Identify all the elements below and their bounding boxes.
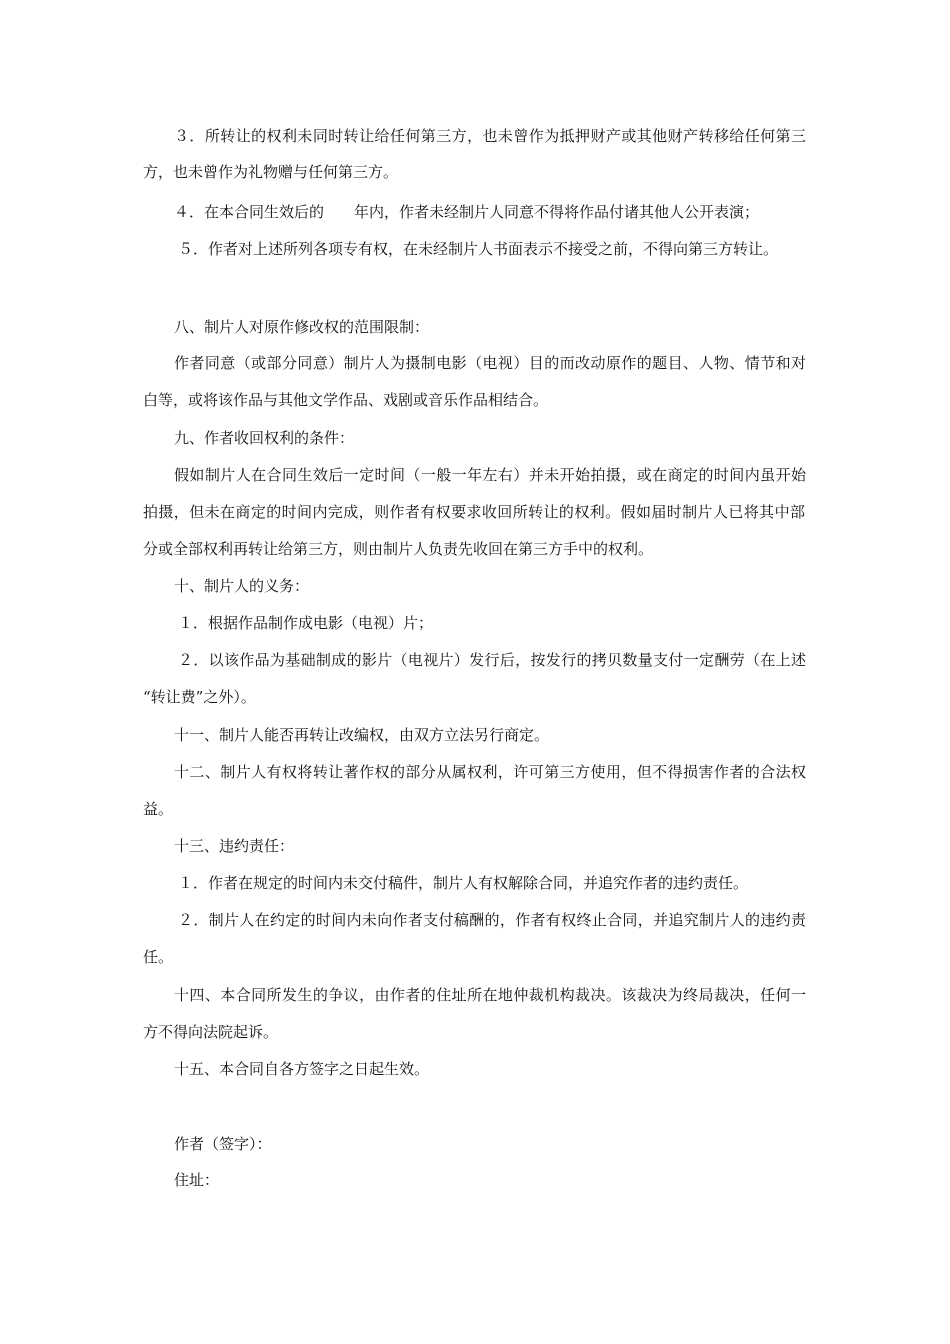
section-14-line-2: 方不得向法院起诉。	[143, 1023, 279, 1041]
section-11: 十一、制片人能否再转让改编权，由双方立法另行商定。	[174, 726, 550, 744]
section-8-line-1: 作者同意（或部分同意）制片人为摄制电影（电视）目的而改动原作的题目、人物、情节和对	[174, 354, 806, 372]
section-12-line-1: 十二、制片人有权将转让著作权的部分从属权利，许可第三方使用，但不得损害作者的合法权	[174, 763, 806, 781]
author-address-label: 住址：	[174, 1171, 220, 1189]
clause-7-5: ５．作者对上述所列各项专有权，在未经制片人书面表示不接受之前，不得向第三方转让。	[178, 240, 779, 258]
clause-13-2-line-2: 任。	[143, 948, 174, 966]
clause-10-1: １．根据作品制作成电影（电视）片；	[178, 614, 434, 632]
section-8-heading: 八、制片人对原作修改权的范围限制：	[174, 318, 430, 336]
section-13-heading: 十三、违约责任：	[174, 837, 295, 855]
clause-7-3-line-1: ３．所转让的权利未同时转让给任何第三方，也未曾作为抵押财产或其他财产转移给任何第三	[174, 127, 806, 145]
section-9-line-3: 分或全部权利再转让给第三方，则由制片人负责先收回在第三方手中的权利。	[143, 540, 654, 558]
clause-7-3-line-2: 方，也未曾作为礼物赠与任何第三方。	[143, 163, 399, 181]
section-12-line-2: 益。	[143, 800, 174, 818]
section-9-line-1: 假如制片人在合同生效后一定时间（一般一年左右）并未开始拍摄，或在商定的时间内虽开始	[174, 466, 806, 484]
author-signature-label: 作者（签字）：	[174, 1135, 272, 1153]
clause-13-2-line-1: ２．制片人在约定的时间内未向作者支付稿酬的，作者有权终止合同，并追究制片人的违约责	[178, 911, 806, 929]
section-15: 十五、本合同自各方签字之日起生效。	[174, 1060, 430, 1078]
section-10-heading: 十、制片人的义务：	[174, 577, 310, 595]
clause-10-2-line-1: ２．以该作品为基础制成的影片（电视片）发行后，按发行的拷贝数量支付一定酬劳（在上述	[178, 651, 806, 669]
clause-13-1: １．作者在规定的时间内未交付稿件，制片人有权解除合同，并追究作者的违约责任。	[178, 874, 749, 892]
section-8-line-2: 白等，或将该作品与其他文学作品、戏剧或音乐作品相结合。	[143, 391, 549, 409]
section-14-line-1: 十四、本合同所发生的争议，由作者的住址所在地仲裁机构裁决。该裁决为终局裁决，任何一	[174, 986, 806, 1004]
clause-10-2-line-2: “转让费”之外）。	[143, 688, 256, 706]
section-9-heading: 九、作者收回权利的条件：	[174, 429, 355, 447]
clause-7-4: ４．在本合同生效后的 年内，作者未经制片人同意不得将作品付诸其他人公开表演；	[174, 203, 760, 221]
section-9-line-2: 拍摄，但未在商定的时间内完成，则作者有权要求收回所转让的权利。假如届时制片人已将其中部	[143, 503, 805, 521]
